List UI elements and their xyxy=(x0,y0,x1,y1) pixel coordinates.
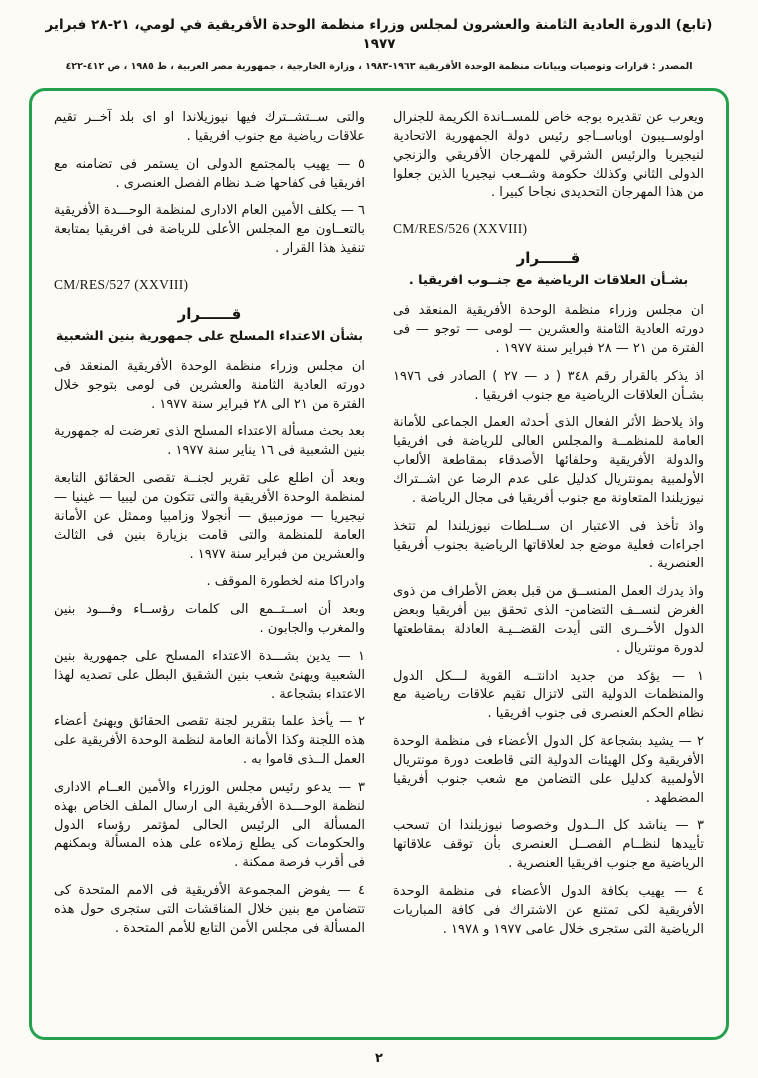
paragraph: ١ — يؤكد من جديد ادانتــه القوية لـــكل الدول والمنظمات الدولية التى لاتزال تقيم علاقات رياضية مع نظام الحكم العنصرى فى جنوب افريقيا . xyxy=(393,668,704,722)
resolution-title: قــــــرار xyxy=(516,249,581,268)
source-line: المصدر : قرارات وتوصيات وبيانات منظمة الوحدة الأفريقية ١٩٦٣-١٩٨٣ ، وزارة الخارجية ، جمهورية مصر العربية ، ط ١٩٨٥ ، ص ٤١٢-٤٢٢ xyxy=(65,60,693,72)
paragraph: واذ يدرك العمل المنســق من قبل بعض الأطراف من ذوى الغرض لنســف التضامن- الذى تحقق بين أفريقيا وبعض الدول الأخــرى التى أيدت القضــيـة العادلة بمقاطعتها لدورة مونتريال . xyxy=(393,584,704,656)
left-column xyxy=(54,109,365,1023)
content-border-box xyxy=(29,88,729,1040)
paragraph: ٣ — يناشد كل الــدول وخصوصا نيوزيلندا ان تسحب تأييدها لنظــام الفصــل العنصرى بأن توقف علاقاتها الرياضية مع جنوب افريقيا العنصرية . xyxy=(393,818,704,872)
resolution-code: CM/RES/527 (XXVIII) xyxy=(54,276,189,292)
paragraph: ١ — يدين بشـــدة الاعتداء المسلح على جمهورية بنين الشعبية ويهنئ شعب بنين الشقيق البطل على تصديه لهذا الاعتداء بشجاعة . xyxy=(54,648,365,702)
paragraph: واذ يلاحظ الأثر الفعال الذى أحدثه العمل الجماعى للأمانة العامة للمنظمــة والمجلس العالى للرياضة فى افريقيا والدولة الأفريقية وحلفائها الأصدقاء بمقاطعة الألعاب الأولمبية بمونتريال كدليل على عدم الرضا عن اشــتراك نيوزيلندا المتعاونة مع جنوب أفريقيا فى مجال الرياضة . xyxy=(393,415,704,506)
paragraph: ٤ — يفوض المجموعة الأفريقية فى الامم المتحدة كى تتضامن مع بنين خلال المناقشات التى ستجرى حول هذه المسألة فى مجلس الأمن التابع للأمم المتحدة . xyxy=(54,883,365,936)
paragraph: ٤ — يهيب بكافة الدول الأعضاء فى منظمة الوحدة الأفريقية لكى تمتنع عن الاشتراك فى كافة المباريات الرياضية التى ستجرى خلال عامى ١٩٧٧ و ١٩٧٨ . xyxy=(393,884,704,937)
document-header xyxy=(0,0,758,72)
paragraph: ٦ — يكلف الأمين العام الادارى لمنظمة الوحـــدة الأفريقية بالتعــاون مع المجلس الأعلى للرياضة فى افريقيا بمتابعة تنفيذ هذا القرار . xyxy=(54,203,365,257)
paragraph: ان مجلس وزراء منظمة الوحدة الأفريقية المنعقد فى دورته العادية الثامنة والعشرين فى لومى بتوجو خلال الفترة من ٢١ الى ٢٨ فبراير سنة ١٩٧٧ . xyxy=(54,358,365,412)
resolution-code: CM/RES/526 (XXVIII) xyxy=(393,221,528,237)
paragraph: بعد بحث مسألة الاعتداء المسلح الذى تعرضت له جمهورية بنين الشعبية فى ١٦ يناير سنة ١٩٧٧ . xyxy=(54,424,365,459)
right-column xyxy=(393,109,704,1023)
paragraph: ٢ — يأخذ علما بتقرير لجنة تقصى الحقائق ويهنئ أعضاء هذه اللجنة وكذا الأمانة العامة لنظمة الوحدة الأفريقية على العمل الــذى قاموا به . xyxy=(54,714,365,768)
paragraph: اذ يذكر بالقرار رقم ٣٤٨ ( د — ٢٧ ) الصادر فى ١٩٧٦ بشـأن العلاقات الرياضية مع جنوب افريقيا . xyxy=(393,368,705,403)
resolution-title: قــــــرار xyxy=(177,304,242,323)
paragraph: وبعد أن اطلع على تقرير لجنــة تقصى الحقائق التابعة لمنظمة الوحدة الأفريقية والتى تتكون من ليبيا — غينيا — نيجيريا — موزمبيق — أنجولا وزامبيا وممثل عن الأمانة العامة للمنظمة والتى قامت بزيارة بنين فى الثالث والعشرين من فبراير سنة ١٩٧٧ . xyxy=(54,471,365,562)
paragraph: ٣ — يدعو رئيس مجلس الوزراء والأمين العــام الادارى لنظمة الوحـــدة الأفريقية الى ارسال الملف الخاص بهذه المسألة الى الرئيس الحالى لمؤتمر رؤساء الدول والحكومات كى يطلع زملاءه على هذه المسألة وبمكنهم فى أقرب فرصة ممكنة . xyxy=(54,779,365,871)
paragraph: وبعد أن اســتــمع الى كلمات رؤســاء وفـــود بنين والمغرب والجابون . xyxy=(54,602,365,637)
two-column-layout xyxy=(54,109,704,1023)
paragraph: وادراكا منه لخطورة الموقف . xyxy=(206,574,365,590)
paragraph: ٥ — يهيب بالمجتمع الدولى ان يستمر فى تضامنه مع افريقيا فى كفاحها ضـد نظام الفصل العنصرى . xyxy=(54,156,365,191)
paragraph: ويعرب عن تقديره بوجه خاص للمســاندة الكريمة للجنرال اولوســيبون اوباســاجو رئيس دولة الجمهورية الاتحادية لنيجيريا والرئيس الشرقي للمهرجان الأفريقي والزنجي الدولى الثاني وكذلك حكومة وشــعب نيجيريا الذين جعلوا من هذا المهرجان التحديدى نجاحا كبيرا . xyxy=(393,110,704,201)
paragraph: ان مجلس وزراء منظمة الوحدة الأفريقية المنعقد فى دورته العادية الثامنة والعشرين — لومى — توجو — فى الفترة من ٢١ — ٢٨ فبراير سنة ١٩٧٧ . xyxy=(393,303,704,356)
resolution-subject: بشـأن العلاقات الرياضية مع جنــوب افريقيا . xyxy=(408,273,689,289)
paragraph: والتى ســتشــترك فيها نيوزيلاندا او اى بلد آخــر تقيم علاقات رياضية مع جنوب افريقيا . xyxy=(54,110,365,144)
page-title: (تابع) الدورة العادية الثامنة والعشرون لمجلس وزراء منظمة الوحدة الأفريقية في لومي، ٢١-٢٨ فبراير ١٩٧٧ xyxy=(45,17,713,52)
resolution-subject: بشأن الاعتداء المسلح على جمهورية بنين الشعبية xyxy=(55,328,364,344)
page-number: ٢ xyxy=(375,1051,383,1066)
paragraph: ٢ — يشيد بشجاعة كل الدول الأعضاء فى منظمة الوحدة الأفريقية وكل الهيئات الدولية التى قاطعت دورة مونتريال الأولمبية كدليل على التضامن مع شعب جنوب أفريقيا المضطهد . xyxy=(393,734,704,806)
paragraph: واذ تأخذ فى الاعتبار ان ســلطات نيوزيلندا لم تتخذ اجراءات فعلية موضع جد لعلاقاتها الرياضية بجنوب أفريقيا العنصرية . xyxy=(393,518,704,572)
